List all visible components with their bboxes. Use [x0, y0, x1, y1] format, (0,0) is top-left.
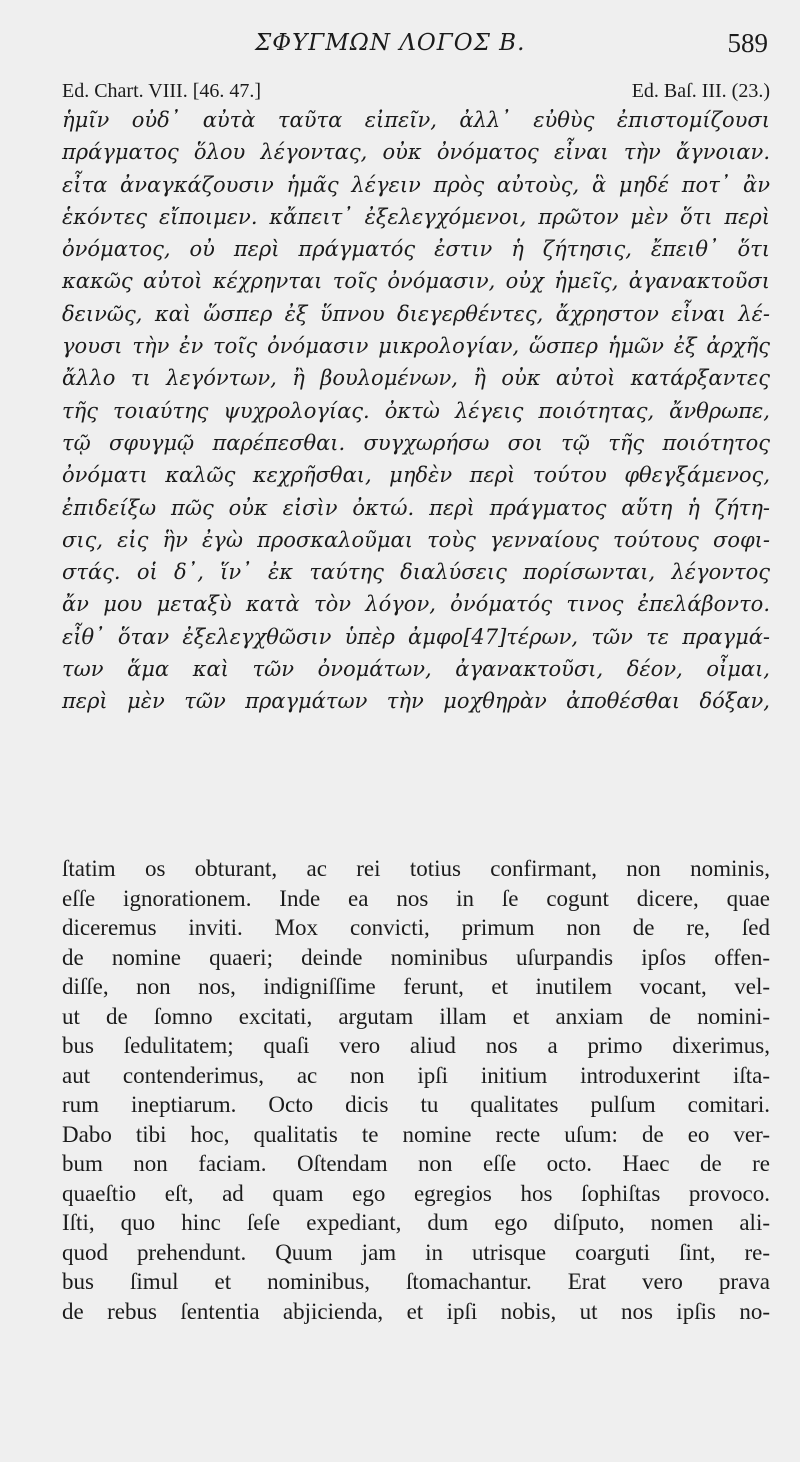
latin-text-line: bus ſimul et nominibus, ſtomachantur. Erat vero prava [62, 1269, 770, 1294]
greek-text-line: γουσι τὴν ἐν τοῖς ὀνόμασιν μικρολογίαν, ὥσπερ ἡμῶν ἐξ ἀρχῆς [62, 334, 770, 359]
latin-text-line: bum non faciam. Oſtendam non eſſe octo. Haec de re [62, 1151, 770, 1176]
latin-text-line: quaeſtio eſt, ad quam ego egregios hos ſophiſtas provoco. [62, 1180, 770, 1206]
greek-text-line: ἄλλο τι λεγόντων, ἢ βουλομένων, ἢ οὐκ αὐτοὶ κατάρξαντες [62, 366, 770, 391]
latin-text-line: bus ſedulitatem; quaſi vero aliud nos a primo dixerimus, [62, 1033, 770, 1058]
greek-text-line: κακῶς αὐτοὶ κέχρηνται τοῖς ὀνόμασιν, οὐχ ἡμεῖς, ἀγανακτοῦσι [62, 269, 770, 294]
running-head [0, 26, 800, 66]
latin-text-line: de rebus ſententia abjicienda, et ipſi nobis, ut nos ipſis no- [62, 1298, 770, 1324]
greek-text-line: δεινῶς, καὶ ὥσπερ ἐξ ὕπνου διεγερθέντες, ἄχρηστον εἶναι λέ- [62, 301, 770, 326]
latin-text-line: diceremus inviti. Mox convicti, primum non de re, ſed [62, 915, 770, 940]
greek-text-line: τῆς τοιαύτης ψυχρολογίας. ὀκτὼ λέγεις ποιότητας, ἄνθρωπε, [62, 398, 770, 423]
latin-text-line: quod prehendunt. Quum jam in utrisque coarguti ſint, re- [62, 1239, 770, 1265]
greek-text-line: εἶθ᾽ ὅταν ἐξελεγχθῶσιν ὑπὲρ ἀμφο[47]τέρων, τῶν τε πραγμά- [62, 624, 770, 649]
greek-text-line: περὶ μὲν τῶν πραγμάτων τὴν μοχθηρὰν ἀποθέσθαι δόξαν, [62, 689, 770, 714]
latin-text-block [62, 854, 770, 1326]
edition-chartier: Ed. Chart. VIII. [46. 47.] [62, 80, 262, 102]
latin-text-line: Dabo tibi hoc, qualitatis te nomine recte uſum: de eo ver- [62, 1121, 770, 1147]
latin-text-line: diſſe, non nos, indigniſſime ferunt, et inutilem vocant, vel- [62, 974, 770, 999]
latin-text-line: de nomine quaeri; deinde nominibus uſurpandis ipſos offen- [62, 944, 770, 970]
edition-basel: Ed. Baſ. III. (23.) [631, 80, 770, 102]
latin-text-line: rum ineptiarum. Octo dicis tu qualitates pulſum comitari. [62, 1092, 770, 1117]
latin-text-line: aut contenderimus, ac non ipſi initium introduxerint iſta- [62, 1062, 770, 1088]
greek-text-line: τῷ σφυγμῷ παρέπεσθαι. συγχωρήσω σοι τῷ τῆς ποιότητος [62, 430, 770, 455]
latin-text-line: ut de ſomno excitati, argutam illam et anxiam de nomini- [62, 1003, 770, 1029]
edition-references [62, 80, 770, 106]
latin-text-line: Iſti, quo hinc ſeſe expediant, dum ego diſputo, nomen ali- [62, 1210, 770, 1235]
page-number: 589 [727, 28, 768, 58]
greek-text-line: εἶτα ἀναγκάζουσιν ἡμᾶς λέγειν πρὸς αὐτοὺς, ἃ μηδέ ποτ᾽ ἂν [62, 172, 770, 197]
latin-text-line: eſſe ignorationem. Inde ea nos in ſe cogunt dicere, quae [62, 885, 770, 911]
greek-text-line: πράγματος ὅλου λέγοντας, οὐκ ὀνόματος εἶναι τὴν ἄγνοιαν. [62, 140, 770, 165]
greek-text-line: ἐπιδείξω πῶς οὐκ εἰσὶν ὀκτώ. περὶ πράγματος αὕτη ἡ ζήτη- [62, 495, 770, 520]
greek-text-line: των ἅμα καὶ τῶν ὀνομάτων, ἀγανακτοῦσι, δέον, οἶμαι, [62, 657, 770, 682]
greek-text-line: ὀνόματι καλῶς κεχρῆσθαι, μηδὲν περὶ τούτου φθεγξάμενος, [62, 463, 770, 488]
latin-text-line: ſtatim os obturant, ac rei totius confirmant, non nominis, [62, 856, 770, 881]
greek-text-line: σις, εἰς ἣν ἐγὼ προσκαλοῦμαι τοὺς γενναίους τούτους σοφι- [62, 527, 770, 552]
greek-text-line: ὀνόματος, οὐ περὶ πράγματός ἐστιν ἡ ζήτησις, ἔπειθ᾽ ὅτι [62, 237, 770, 262]
greek-text-line: ἑκόντες εἴποιμεν. κἄπειτ᾽ ἐξελεγχόμενοι, πρῶτον μὲν ὅτι περὶ [62, 204, 770, 229]
greek-text-block [62, 104, 770, 718]
greek-text-line: ἡμῖν οὐδ᾽ αὐτὰ ταῦτα εἰπεῖν, ἀλλ᾽ εὐθὺς ἐπιστομίζουσι [62, 108, 770, 132]
running-title: ΣΦΥΓΜΩΝ ΛΟΓΟΣ Β. [255, 30, 526, 56]
greek-text-line: στάς. οἱ δ᾽, ἵν᾽ ἐκ ταύτης διαλύσεις πορίσωνται, λέγοντος [62, 560, 770, 585]
greek-text-line: ἄν μου μεταξὺ κατὰ τὸν λόγον, ὀνόματός τινος ἐπελάβοντο. [62, 592, 770, 617]
